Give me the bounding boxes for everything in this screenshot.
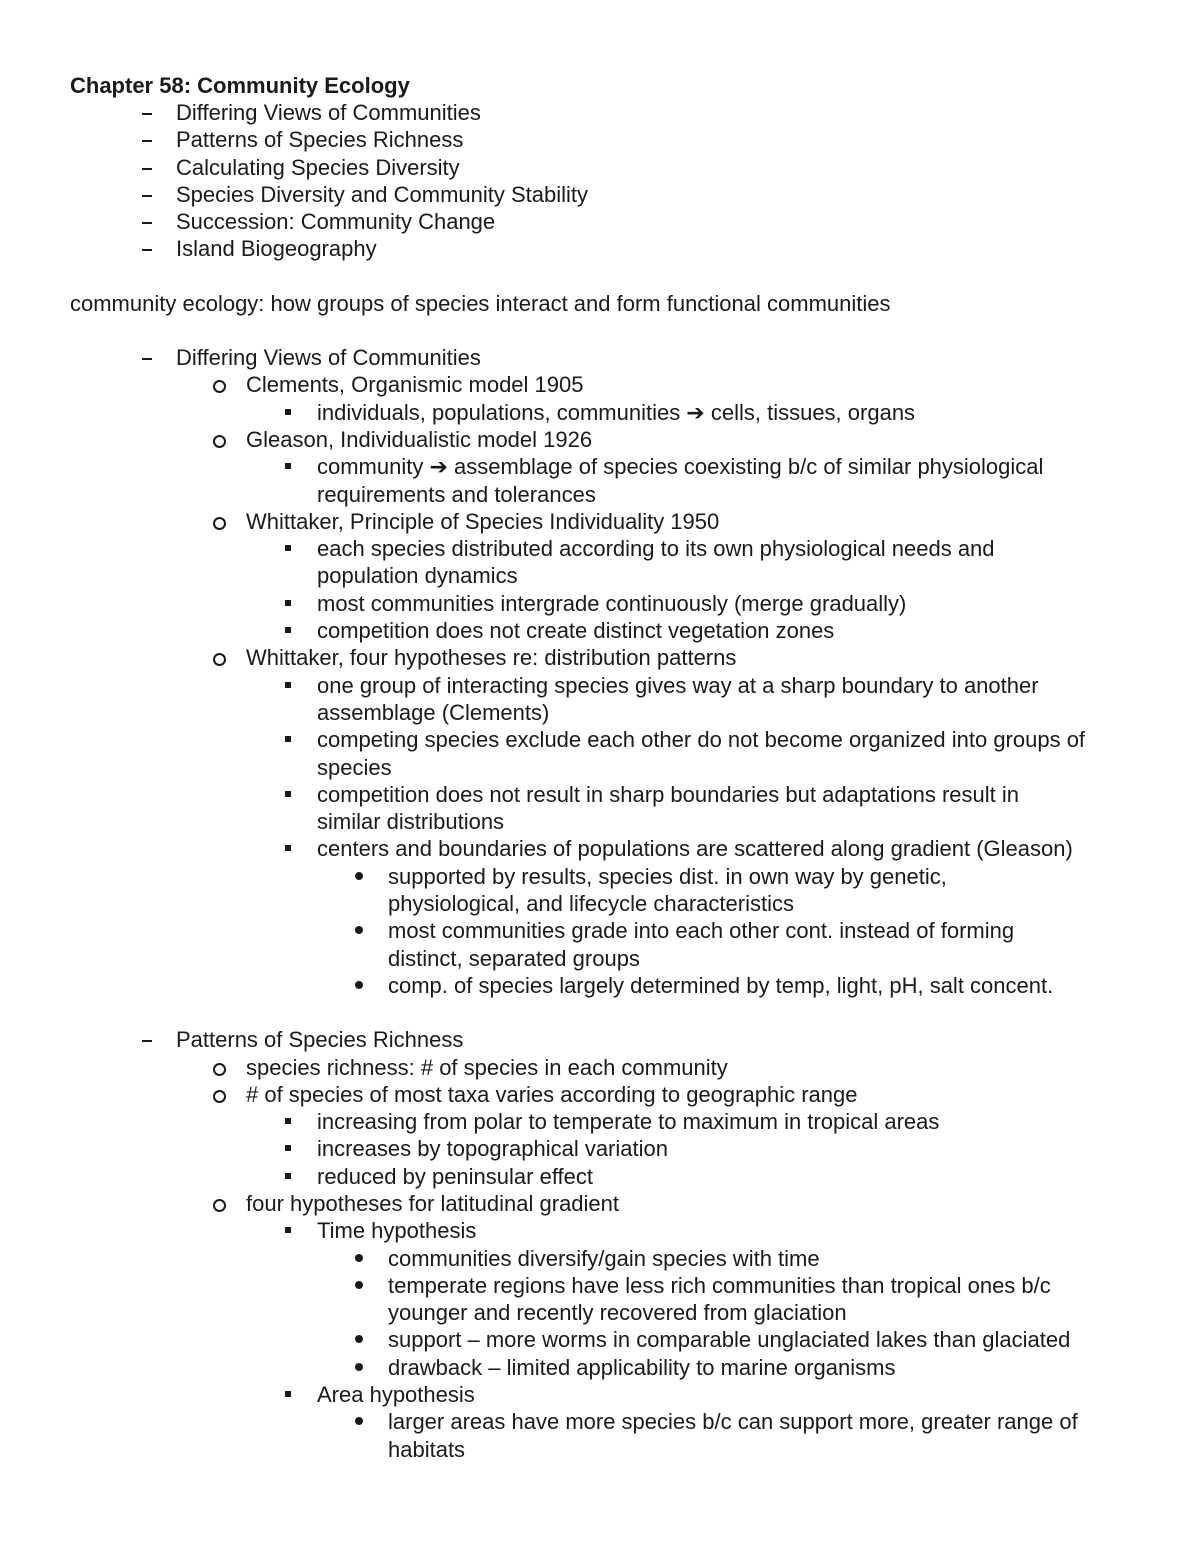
table-of-contents bbox=[70, 99, 1150, 263]
list-item: reduced by peninsular effect bbox=[70, 1163, 1150, 1190]
list-item: increasing from polar to temperate to maximum in tropical areas bbox=[70, 1108, 1150, 1135]
list-item: community ➔ assemblage of species coexisting b/c of similar physiological requirements and tolerances bbox=[70, 453, 1150, 508]
list-item: Area hypothesis bbox=[70, 1381, 1150, 1408]
square-bullet-icon bbox=[285, 600, 291, 606]
list-item: drawback – limited applicability to marine organisms bbox=[70, 1354, 1150, 1381]
list-item: comp. of species largely determined by temp, light, pH, salt concent. bbox=[70, 972, 1150, 999]
dot-bullet-icon bbox=[355, 1335, 363, 1343]
dash-bullet-icon bbox=[142, 168, 152, 170]
list-item: competition does not create distinct vegetation zones bbox=[70, 617, 1150, 644]
list-item: communities diversify/gain species with time bbox=[70, 1245, 1150, 1272]
list-item: centers and boundaries of populations are scattered along gradient (Gleason) bbox=[70, 835, 1150, 862]
dash-bullet-icon bbox=[142, 113, 152, 115]
dash-bullet-icon bbox=[142, 1040, 152, 1042]
ring-bullet-icon bbox=[213, 1090, 226, 1103]
list-item: most communities intergrade continuously (merge gradually) bbox=[70, 590, 1150, 617]
list-item: temperate regions have less rich communities than tropical ones b/c younger and recently recovered from glaciation bbox=[70, 1272, 1150, 1327]
square-bullet-icon bbox=[285, 463, 291, 469]
section-differing-views bbox=[70, 344, 1150, 999]
square-bullet-icon bbox=[285, 1118, 291, 1124]
toc-item: Calculating Species Diversity bbox=[70, 154, 1150, 181]
list-item: each species distributed according to its own physiological needs and population dynamics bbox=[70, 535, 1150, 590]
dash-bullet-icon bbox=[142, 249, 152, 251]
dash-bullet-icon bbox=[142, 140, 152, 142]
document-page bbox=[70, 72, 1150, 1463]
definition-text: community ecology: how groups of species interact and form functional communities bbox=[70, 290, 891, 316]
toc-item: Differing Views of Communities bbox=[70, 99, 1150, 126]
square-bullet-icon bbox=[285, 1227, 291, 1233]
list-item: competing species exclude each other do not become organized into groups of species bbox=[70, 726, 1150, 781]
square-bullet-icon bbox=[285, 845, 291, 851]
list-item: Whittaker, four hypotheses re: distribution patterns bbox=[70, 644, 1150, 671]
square-bullet-icon bbox=[285, 1145, 291, 1151]
list-item: # of species of most taxa varies according to geographic range bbox=[70, 1081, 1150, 1108]
list-item: larger areas have more species b/c can support more, greater range of habitats bbox=[70, 1408, 1150, 1463]
dot-bullet-icon bbox=[355, 1363, 363, 1371]
toc-item: Island Biogeography bbox=[70, 235, 1150, 262]
ring-bullet-icon bbox=[213, 517, 226, 530]
list-item: four hypotheses for latitudinal gradient bbox=[70, 1190, 1150, 1217]
square-bullet-icon bbox=[285, 791, 291, 797]
section-heading: Differing Views of Communities bbox=[70, 344, 1150, 371]
ring-bullet-icon bbox=[213, 653, 226, 666]
list-item: individuals, populations, communities ➔ cells, tissues, organs bbox=[70, 399, 1150, 426]
list-item: one group of interacting species gives way at a sharp boundary to another assemblage (Clements) bbox=[70, 672, 1150, 727]
section-heading: Patterns of Species Richness bbox=[70, 1026, 1150, 1053]
ring-bullet-icon bbox=[213, 1199, 226, 1212]
dot-bullet-icon bbox=[355, 926, 363, 934]
toc-item: Succession: Community Change bbox=[70, 208, 1150, 235]
list-item: most communities grade into each other cont. instead of forming distinct, separated groups bbox=[70, 917, 1150, 972]
list-item: species richness: # of species in each community bbox=[70, 1054, 1150, 1081]
square-bullet-icon bbox=[285, 627, 291, 633]
toc-item: Species Diversity and Community Stability bbox=[70, 181, 1150, 208]
dot-bullet-icon bbox=[355, 1254, 363, 1262]
dash-bullet-icon bbox=[142, 358, 152, 360]
square-bullet-icon bbox=[285, 736, 291, 742]
square-bullet-icon bbox=[285, 1173, 291, 1179]
square-bullet-icon bbox=[285, 682, 291, 688]
dot-bullet-icon bbox=[355, 1281, 363, 1289]
dot-bullet-icon bbox=[355, 981, 363, 989]
toc-item: Patterns of Species Richness bbox=[70, 126, 1150, 153]
chapter-title: Chapter 58: Community Ecology bbox=[70, 73, 410, 98]
square-bullet-icon bbox=[285, 1391, 291, 1397]
list-item: competition does not result in sharp boundaries but adaptations result in similar distributions bbox=[70, 781, 1150, 836]
list-item: Gleason, Individualistic model 1926 bbox=[70, 426, 1150, 453]
list-item: Time hypothesis bbox=[70, 1217, 1150, 1244]
list-item: support – more worms in comparable unglaciated lakes than glaciated bbox=[70, 1326, 1150, 1353]
dot-bullet-icon bbox=[355, 872, 363, 880]
square-bullet-icon bbox=[285, 545, 291, 551]
section-species-richness bbox=[70, 1026, 1150, 1463]
list-item: increases by topographical variation bbox=[70, 1135, 1150, 1162]
list-item: supported by results, species dist. in own way by genetic, physiological, and lifecycle characteristics bbox=[70, 863, 1150, 918]
dash-bullet-icon bbox=[142, 222, 152, 224]
ring-bullet-icon bbox=[213, 1063, 226, 1076]
ring-bullet-icon bbox=[213, 380, 226, 393]
list-item: Clements, Organismic model 1905 bbox=[70, 371, 1150, 398]
dot-bullet-icon bbox=[355, 1417, 363, 1425]
square-bullet-icon bbox=[285, 409, 291, 415]
ring-bullet-icon bbox=[213, 435, 226, 448]
dash-bullet-icon bbox=[142, 195, 152, 197]
list-item: Whittaker, Principle of Species Individuality 1950 bbox=[70, 508, 1150, 535]
